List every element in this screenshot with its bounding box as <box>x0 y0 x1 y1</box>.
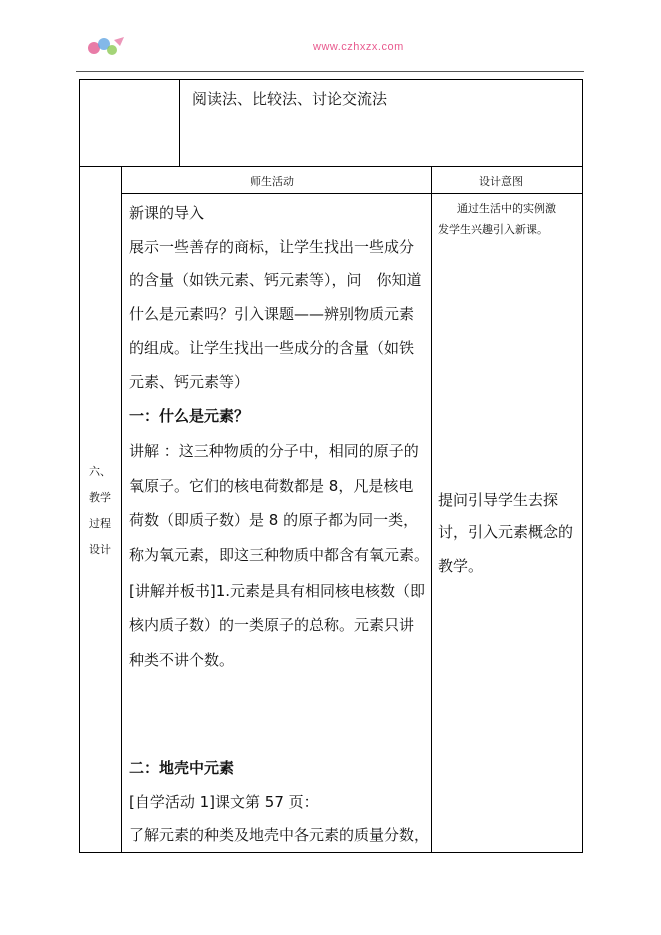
activity-line: [自学活动 1]课文第 57 页： <box>129 793 319 811</box>
activity-line: 称为氧元素，即这三种物质中都含有氧元素。 <box>129 546 430 564</box>
intent-line: 教学。 <box>438 557 484 575</box>
activity-line: 荷数（即质子数）是 8 的原子都为同一类， <box>129 511 419 529</box>
activity-line: 讲解 ：这三种物质的分子中，相同的原子的 <box>129 442 419 460</box>
row1-divider <box>179 79 180 166</box>
activity-line: 了解元素的种类及地壳中各元素的质量分数， <box>129 826 430 844</box>
section-heading-element: 一：什么是元素？ <box>129 407 250 425</box>
site-url[interactable]: www.czhxzx.com <box>313 41 404 53</box>
col-header-intent: 设计意图 <box>479 175 523 188</box>
row1-bottom <box>79 166 583 167</box>
activity-line: 核内质子数）的一类原子的总称。元素只讲 <box>129 616 415 634</box>
intent-line: 讨，引入元素概念的 <box>438 523 574 541</box>
table-border-bottom <box>79 852 583 853</box>
intent-line: 提问引导学生去探 <box>438 491 559 509</box>
header-row-bottom <box>121 193 583 194</box>
activity-line: 氧原子。它们的核电荷数都是 8，凡是核电 <box>129 477 414 495</box>
side-label-line: 六、 <box>89 465 111 478</box>
activity-line: 元素、钙元素等） <box>129 373 250 391</box>
activity-line: [讲解并板书]1.元素是具有相同核电核数（即 <box>129 582 426 600</box>
table-border-left <box>79 79 80 853</box>
side-label-line: 设计 <box>89 543 111 556</box>
side-col-divider <box>121 166 122 853</box>
activity-line: 什么是元素吗？引入课题——辨别物质元素 <box>129 305 415 323</box>
activity-line: 种类不讲个数。 <box>129 651 235 669</box>
intent-col-divider <box>431 166 432 853</box>
side-label-line: 过程 <box>89 517 111 530</box>
activity-line: 的组成。让学生找出一些成分的含量（如铁 <box>129 339 415 357</box>
page-header <box>0 0 661 72</box>
table-border-top <box>79 79 583 80</box>
activity-line: 的含量（如铁元素、钙元素等），问 你知道 <box>129 271 422 289</box>
intent-line: 发学生兴趣引入新课。 <box>438 223 548 236</box>
header-divider <box>76 71 584 72</box>
col-header-activity: 师生活动 <box>250 175 294 188</box>
activity-line: 展示一些善存的商标，让学生找出一些成分 <box>129 238 415 256</box>
intent-line: 通过生活中的实例激 <box>457 202 556 215</box>
site-logo-icon <box>84 34 128 58</box>
side-label-line: 教学 <box>89 491 111 504</box>
section-heading-crust: 二：地壳中元素 <box>129 759 235 777</box>
activity-line: 新课的导入 <box>129 204 205 222</box>
teaching-method-text: 阅读法、比较法、讨论交流法 <box>192 90 388 108</box>
table-border-right <box>582 79 583 853</box>
